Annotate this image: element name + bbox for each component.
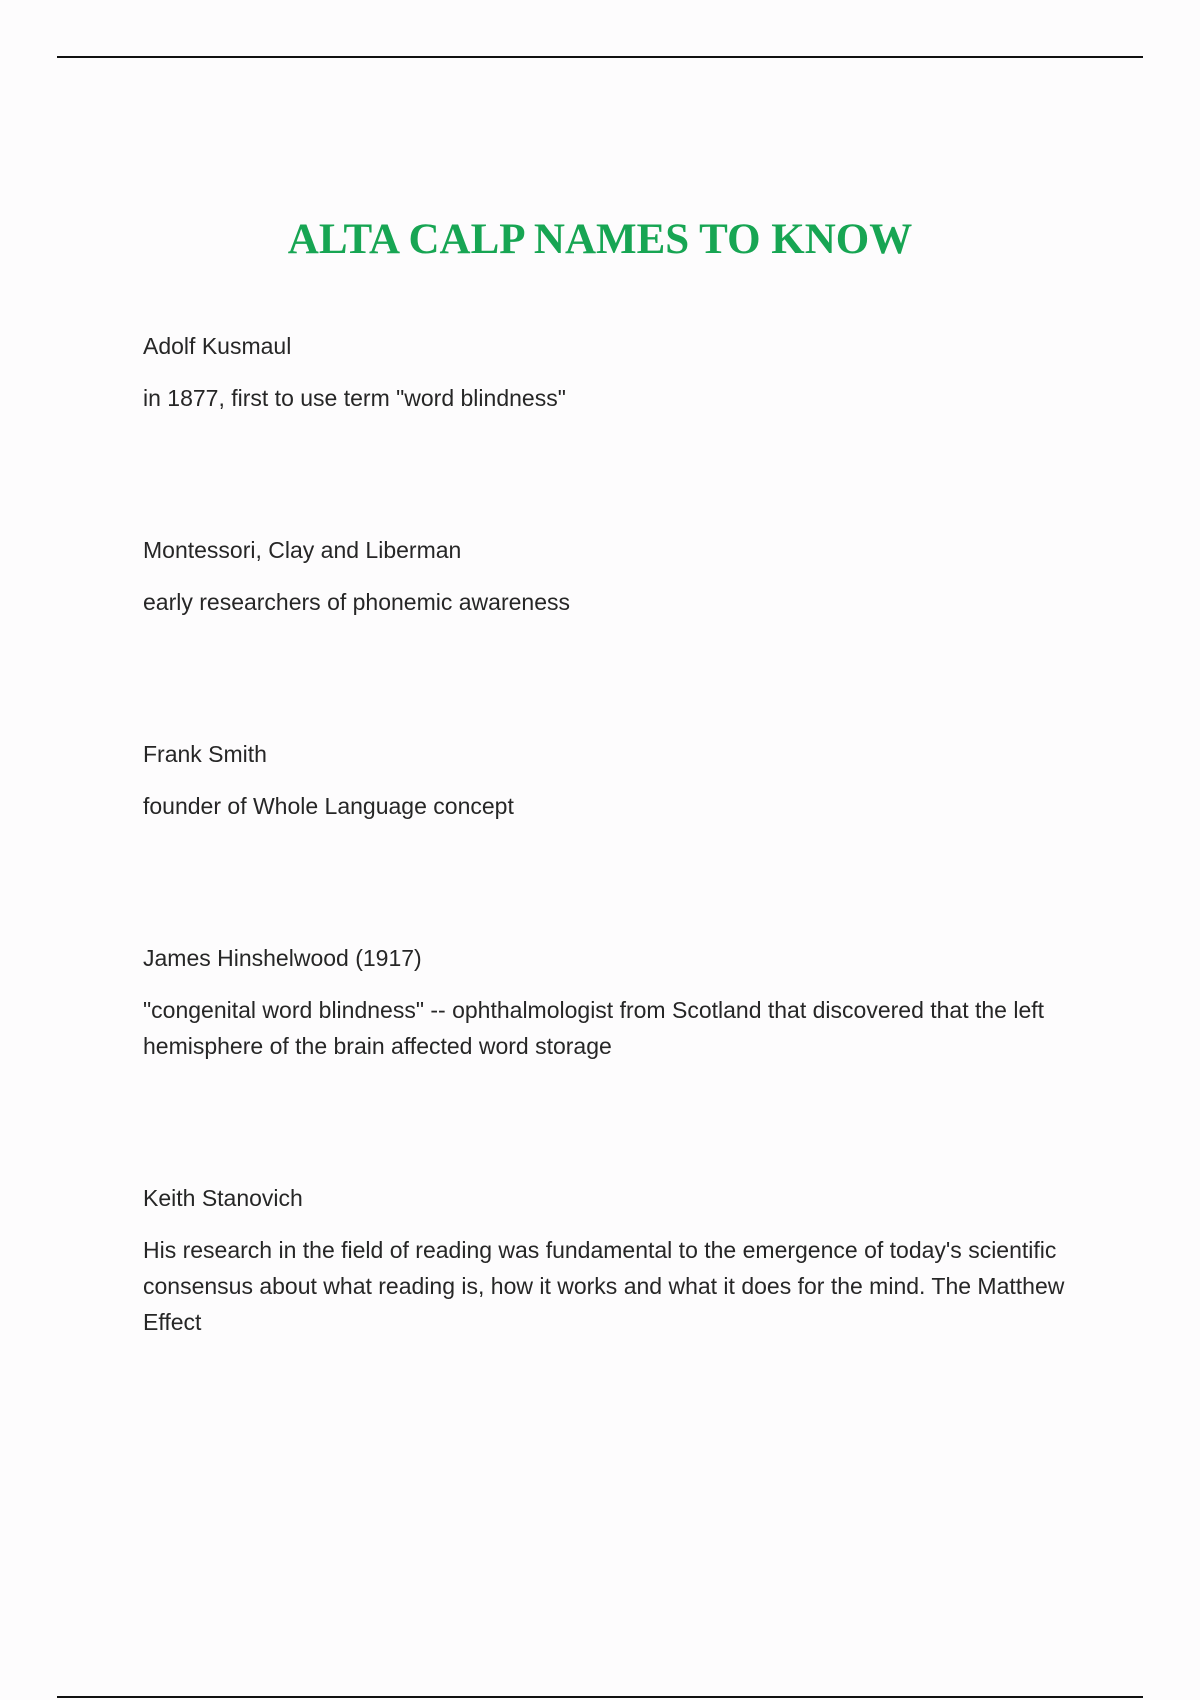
entry-hinshelwood: [143, 940, 1083, 1064]
entry-montessori: [143, 532, 1083, 620]
footer-rule: [57, 1696, 1143, 1698]
entry-name: Keith Stanovich: [143, 1185, 303, 1211]
document-title: ALTA CALP NAMES TO KNOW: [287, 216, 913, 263]
entry-name: Adolf Kusmaul: [143, 333, 292, 359]
entry-kusmaul: [143, 328, 1083, 416]
header-rule: [57, 56, 1143, 58]
entry-name: Frank Smith: [143, 741, 267, 767]
entry-description: "congenital word blindness" -- ophthalmologist from Scotland that discovered that the left hemisphere of the brain affected word storage: [143, 997, 1045, 1059]
entry-description: in 1877, first to use term "word blindness": [143, 385, 566, 411]
entries-list: [143, 328, 1083, 1340]
entry-description: founder of Whole Language concept: [143, 793, 514, 819]
entry-stanovich: [143, 1180, 1083, 1340]
entry-description: His research in the field of reading was fundamental to the emergence of today's scientific consensus about what reading is, how it works and what it does for the mind. The Matthew Effect: [143, 1237, 1065, 1335]
entry-description: early researchers of phonemic awareness: [143, 589, 570, 615]
entry-name: Montessori, Clay and Liberman: [143, 537, 462, 563]
entry-smith: [143, 736, 1083, 824]
entry-name: James Hinshelwood (1917): [143, 945, 422, 971]
